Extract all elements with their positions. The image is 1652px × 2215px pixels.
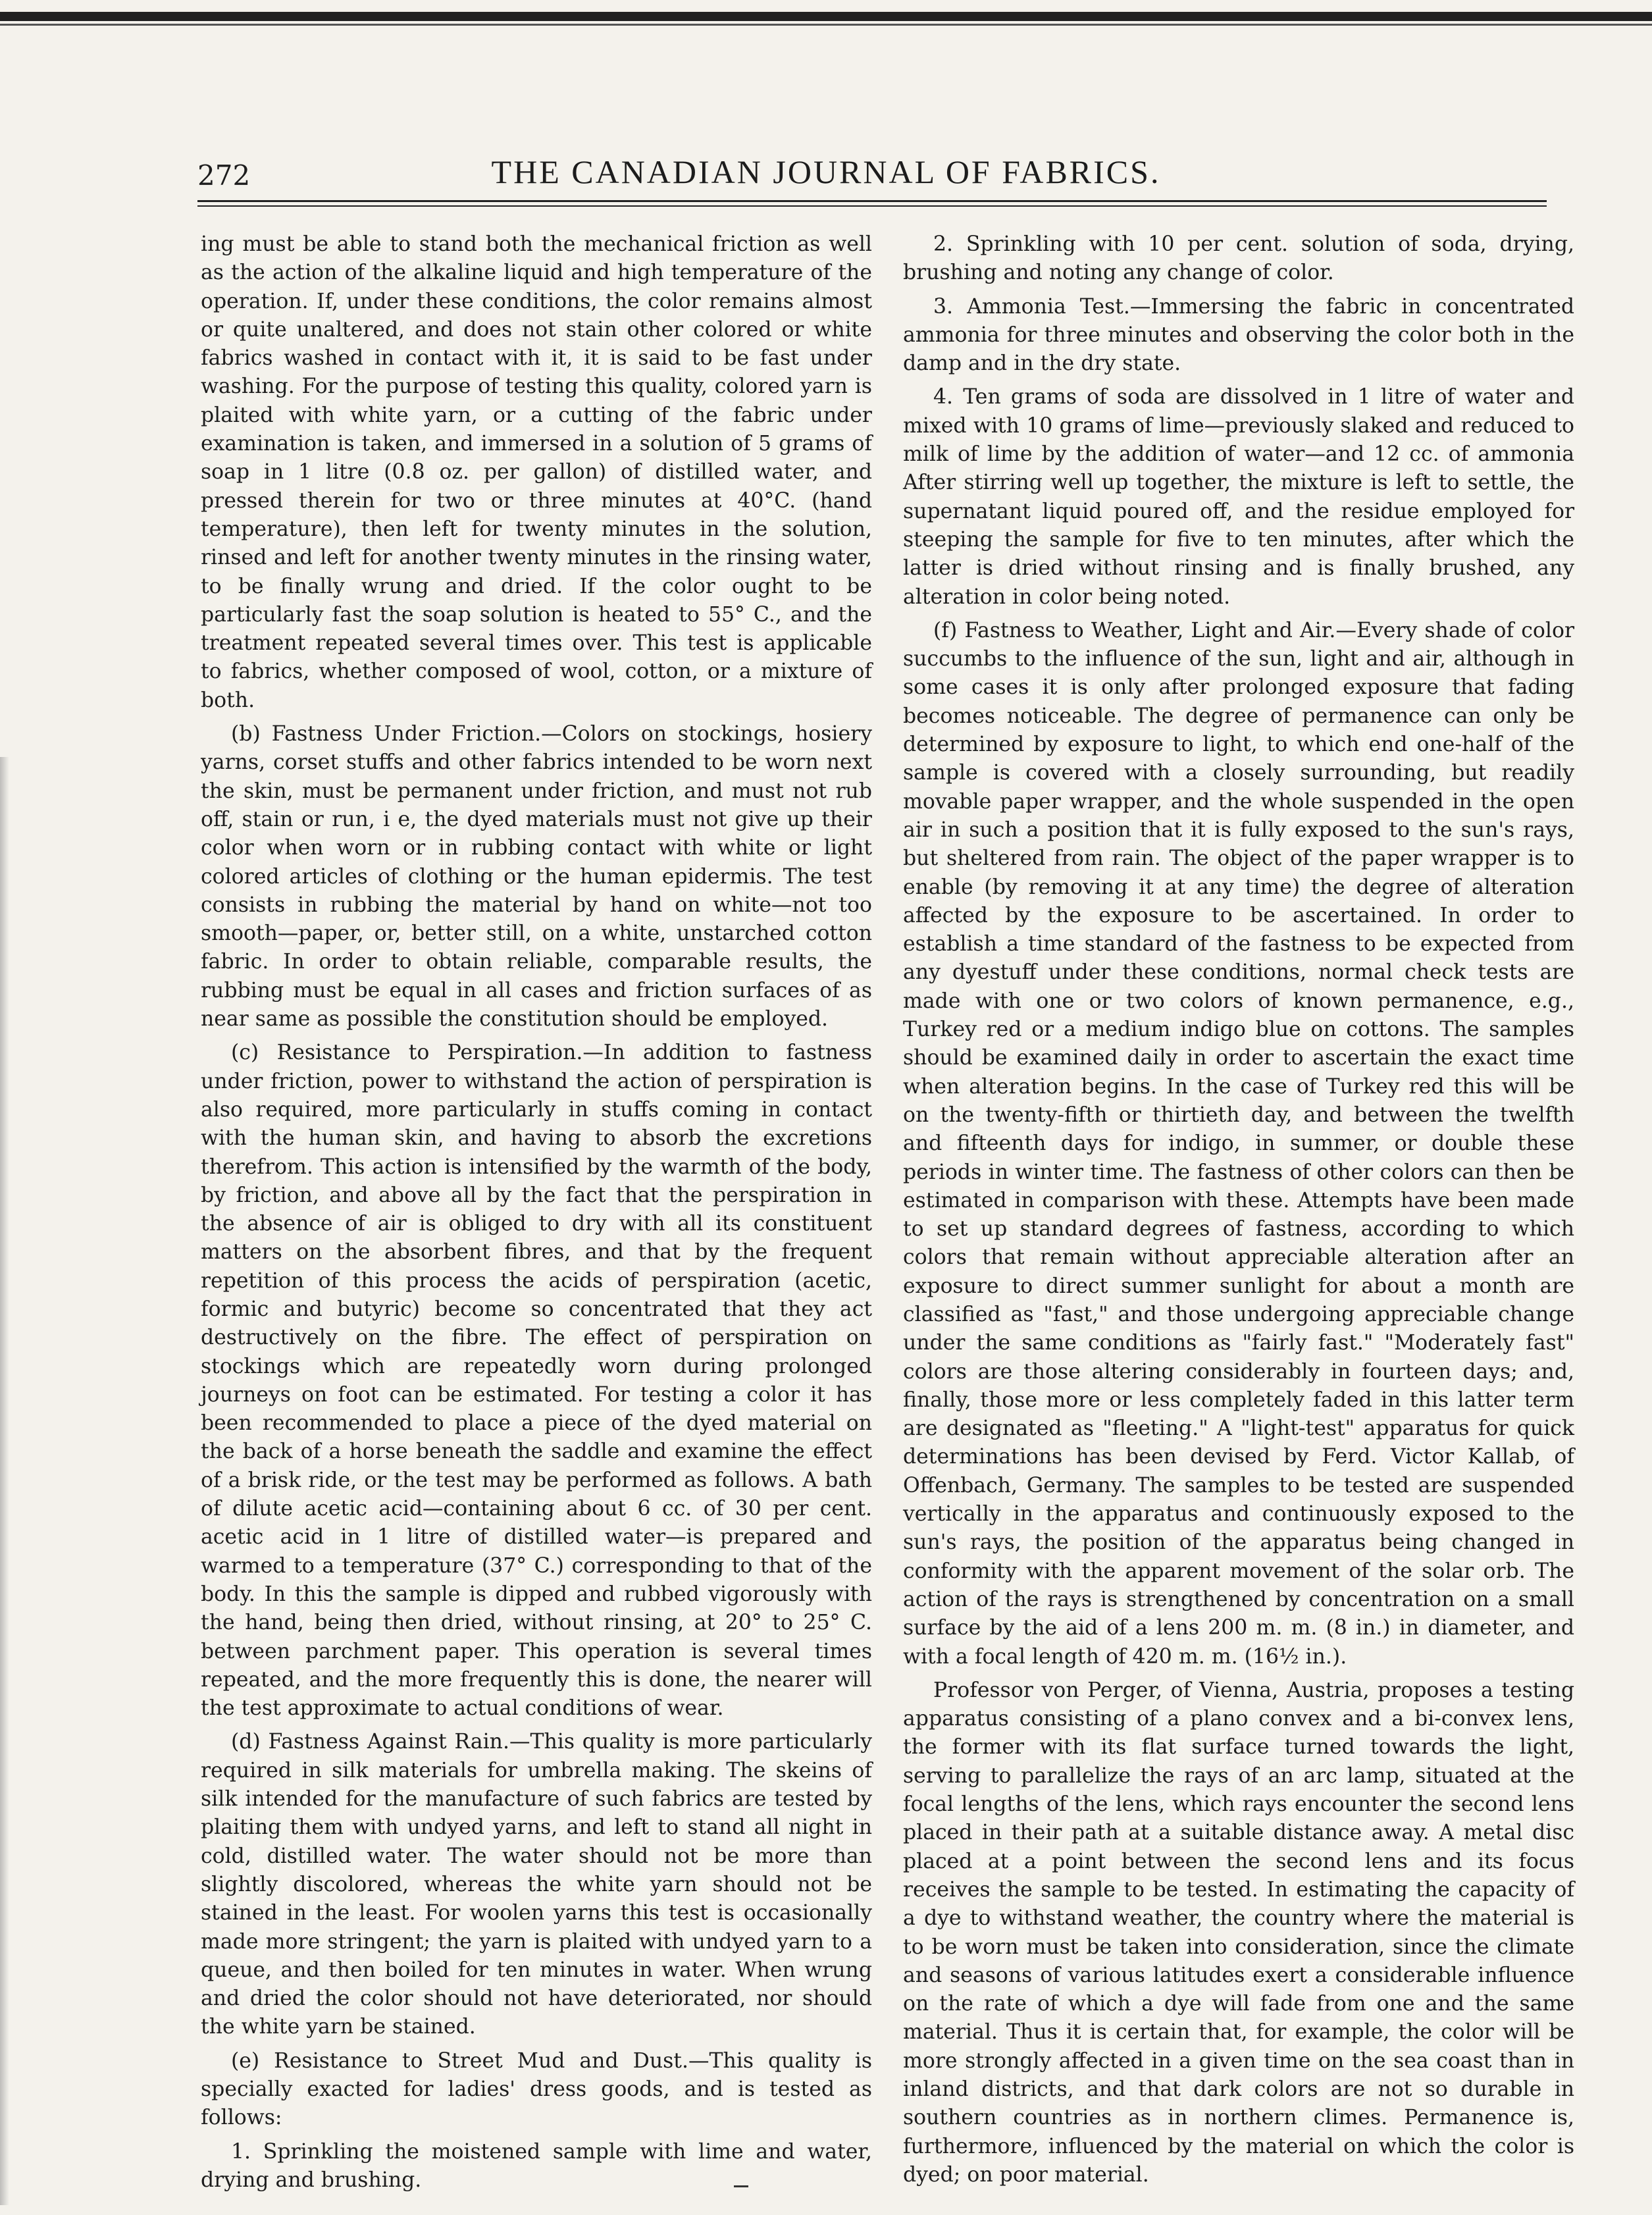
- left-column: [201, 230, 872, 2200]
- header-rule-thin: [197, 205, 1547, 207]
- paragraph-von-perger: Professor von Perger, of Vienna, Austria, proposes a testing apparatus consisting of a plano convex and a bi-convex lens, the former with its flat surface turned towards the light, serving to parallelize the rays of an arc lamp, situated at the focal lengths of the lens, which rays encounter the second lens placed in their path at a suitable distance away. A metal disc placed at a point between the second lens and its focus receives the sample to be tested. In estimating the capacity of a dye to withstand weather, the country where the material is to be worn must be taken into consideration, since the climate and seasons of various latitudes exert a considerable influence on the rate of which a dye will fade from one and the same material. Thus it is certain that, for example, the color will be more strongly affected in a given time on the sea coast than in inland districts, and that dark colors are not so durable in southern countries as in northern climes. Permanence is, furthermore, influenced by the material on which the color is dyed; on poor material.: [903, 1678, 1574, 2187]
- paragraph-test-1: 1. Sprinkling the moistened sample with lime and water, drying and brushing.: [201, 2139, 872, 2192]
- right-column: [903, 230, 1574, 2195]
- header-rule: [197, 200, 1547, 202]
- top-rule-light: [0, 24, 1652, 26]
- page-number: 272: [197, 159, 251, 192]
- paragraph-test-4: 4. Ten grams of soda are dissolved in 1 litre of water and mixed with 10 grams of lime—previously slaked and reduced to milk of lime by the addition of water—and 12 cc. of ammonia After stirring well up together, the mixture is left to settle, the supernatant liquid poured off, and the residue employed for steeping the sample for five to ten minutes, after which the latter is dried without rinsing and is finally brushed, any alteration in color being noted.: [903, 385, 1574, 609]
- running-title: THE CANADIAN JOURNAL OF FABRICS.: [491, 153, 1161, 190]
- binding-shadow: [0, 757, 9, 2205]
- paragraph-weather-light: (f) Fastness to Weather, Light and Air.—Every shade of color succumbs to the influence of the sun, light and air, although in some cases it is only after prolonged exposure that fading becomes noticeable. The degree of permanence can only be determined by exposure to light, to which end one-half of the sample is covered with a closely surrounding, but readily movable paper wrapper, and the whole suspended in the open air in such a position that it is fully exposed to the sun's rays, but sheltered from rain. The object of the paper wrapper is to enable (by removing it at any time) the degree of alteration affected by the exposure to be ascertained. In order to establish a time standard of the fastness to be expected from any dyestuff under these conditions, normal check tests are made with one or two colors of known permanence, e.g., Turkey red or a medium indigo blue on cottons. The samples should be examined daily in order to ascertain the exact time when alteration begins. In the case of Turkey red this will be on the twenty-fifth or thirtieth day, and between the twelfth and fifteenth days for indigo, in summer, or double these periods in winter time. The fastness of other colors can then be estimated in comparison with these. Attempts have been made to set up standard degrees of fastness, according to which colors that remain without appreciable alteration after an exposure to direct summer sunlight for about a month are classified as "fast," and those undergoing appreciable change under the same conditions as "fairly fast." "Moderately fast" colors are those altering considerably in fourteen days; and, finally, those more or less completely faded in this latter term are designated as "fleeting." A "light-test" apparatus for quick determinations has been devised by Ferd. Victor Kallab, of Offenbach, Germany. The samples to be tested are suspended vertically in the apparatus and continuously exposed to the sun's rays, the position of the apparatus being changed in conformity with the apparent movement of the solar orb. The action of the rays is strengthened by concentration on a small surface by the aid of a lens 200 m. m. (8 in.) in diameter, and with a focal length of 420 m. m. (16½ in.).: [903, 618, 1574, 1669]
- top-rule-heavy: [0, 12, 1652, 21]
- paragraph-continued: ing must be able to stand both the mechanical friction as well as the action of the alkaline liquid and high temperature of the operation. If, under these conditions, the color remains almost or quite unaltered, and does not stain other colored or white fabrics washed in contact with it, it is said to be fast under washing. For the purpose of testing this quality, colored yarn is plaited with white yarn, or a cutting of the fabric under examination is taken, and immersed in a solution of 5 grams of soap in 1 litre (0.8 oz. per gallon) of distilled water, and pressed therein for two or three minutes at 40°C. (hand temperature), then left for twenty minutes in the solution, rinsed and left for another twenty minutes in the rinsing water, to be finally wrung and dried. If the color ought to be particularly fast the soap solution is heated to 55° C., and the treatment repeated several times over. This test is applicable to fabrics, whether composed of wool, cotton, or a mixture of both.: [201, 232, 872, 712]
- paragraph-street-mud: (e) Resistance to Street Mud and Dust.—This quality is specially exacted for ladies' dress goods, and is tested as follows:: [201, 2048, 872, 2130]
- footer-mark: [734, 2185, 748, 2187]
- paragraph-test-3: 3. Ammonia Test.—Immersing the fabric in concentrated ammonia for three minutes and observing the color both in the damp and in the dry state.: [903, 294, 1574, 376]
- paragraph-rain: (d) Fastness Against Rain.—This quality is more particularly required in silk materials for umbrella making. The skeins of silk intended for the manufacture of such fabrics are tested by plaiting them with undyed yarns, and left to stand all night in cold, distilled water. The water should not be more than slightly discolored, whereas the white yarn should not be stained in the least. For woolen yarns this test is occasionally made more stringent; the yarn is plaited with undyed yarn to a queue, and then boiled for ten minutes in water. When wrung and dried the color should not have deteriorated, nor should the white yarn be stained.: [201, 1730, 872, 2039]
- paragraph-test-2: 2. Sprinkling with 10 per cent. solution of soda, drying, brushing and noting any change of color.: [903, 232, 1574, 285]
- paragraph-fastness-friction: (b) Fastness Under Friction.—Colors on stockings, hosiery yarns, corset stuffs and other fabrics intended to be worn next the skin, must be permanent under friction, and must not rub off, stain or run, i e, the dyed materials must not give up their color when worn or in rubbing contact with white or light colored articles of clothing or the human epidermis. The test consists in rubbing the material by hand on white—not too smooth—paper, or, better still, on a white, unstarched cotton fabric. In order to obtain reliable, comparable results, the rubbing must be equal in all cases and friction surfaces of as near same as possible the constitution should be employed.: [201, 722, 872, 1031]
- paragraph-perspiration: (c) Resistance to Perspiration.—In addition to fastness under friction, power to withstand the action of perspiration is also required, more particularly in stuffs coming in contact with the human skin, and having to absorb the excretions therefrom. This action is intensified by the warmth of the body, by friction, and above all by the fact that the perspiration in the absence of air is obliged to dry with all its constituent matters on the absorbent fibres, and that by the frequent repetition of this process the acids of perspiration (acetic, formic and butyric) become so concentrated that they act destructively on the fibre. The effect of perspiration on stockings which are repeatedly worn during prolonged journeys on foot can be estimated. For testing a color it has been recommended to place a piece of the dyed material on the back of a horse beneath the saddle and examine the effect of a brisk ride, or the test may be performed as follows. A bath of dilute acetic acid—containing about 6 cc. of 30 per cent. acetic acid in 1 litre of distilled water—is prepared and warmed to a temperature (37° C.) corresponding to that of the body. In this the sample is dipped and rubbed vigorously with the hand, being then dried, without rinsing, at 20° to 25° C. between parchment paper. This operation is several times repeated, and the more frequently this is done, the nearer will the test approximate to actual conditions of wear.: [201, 1041, 872, 1721]
